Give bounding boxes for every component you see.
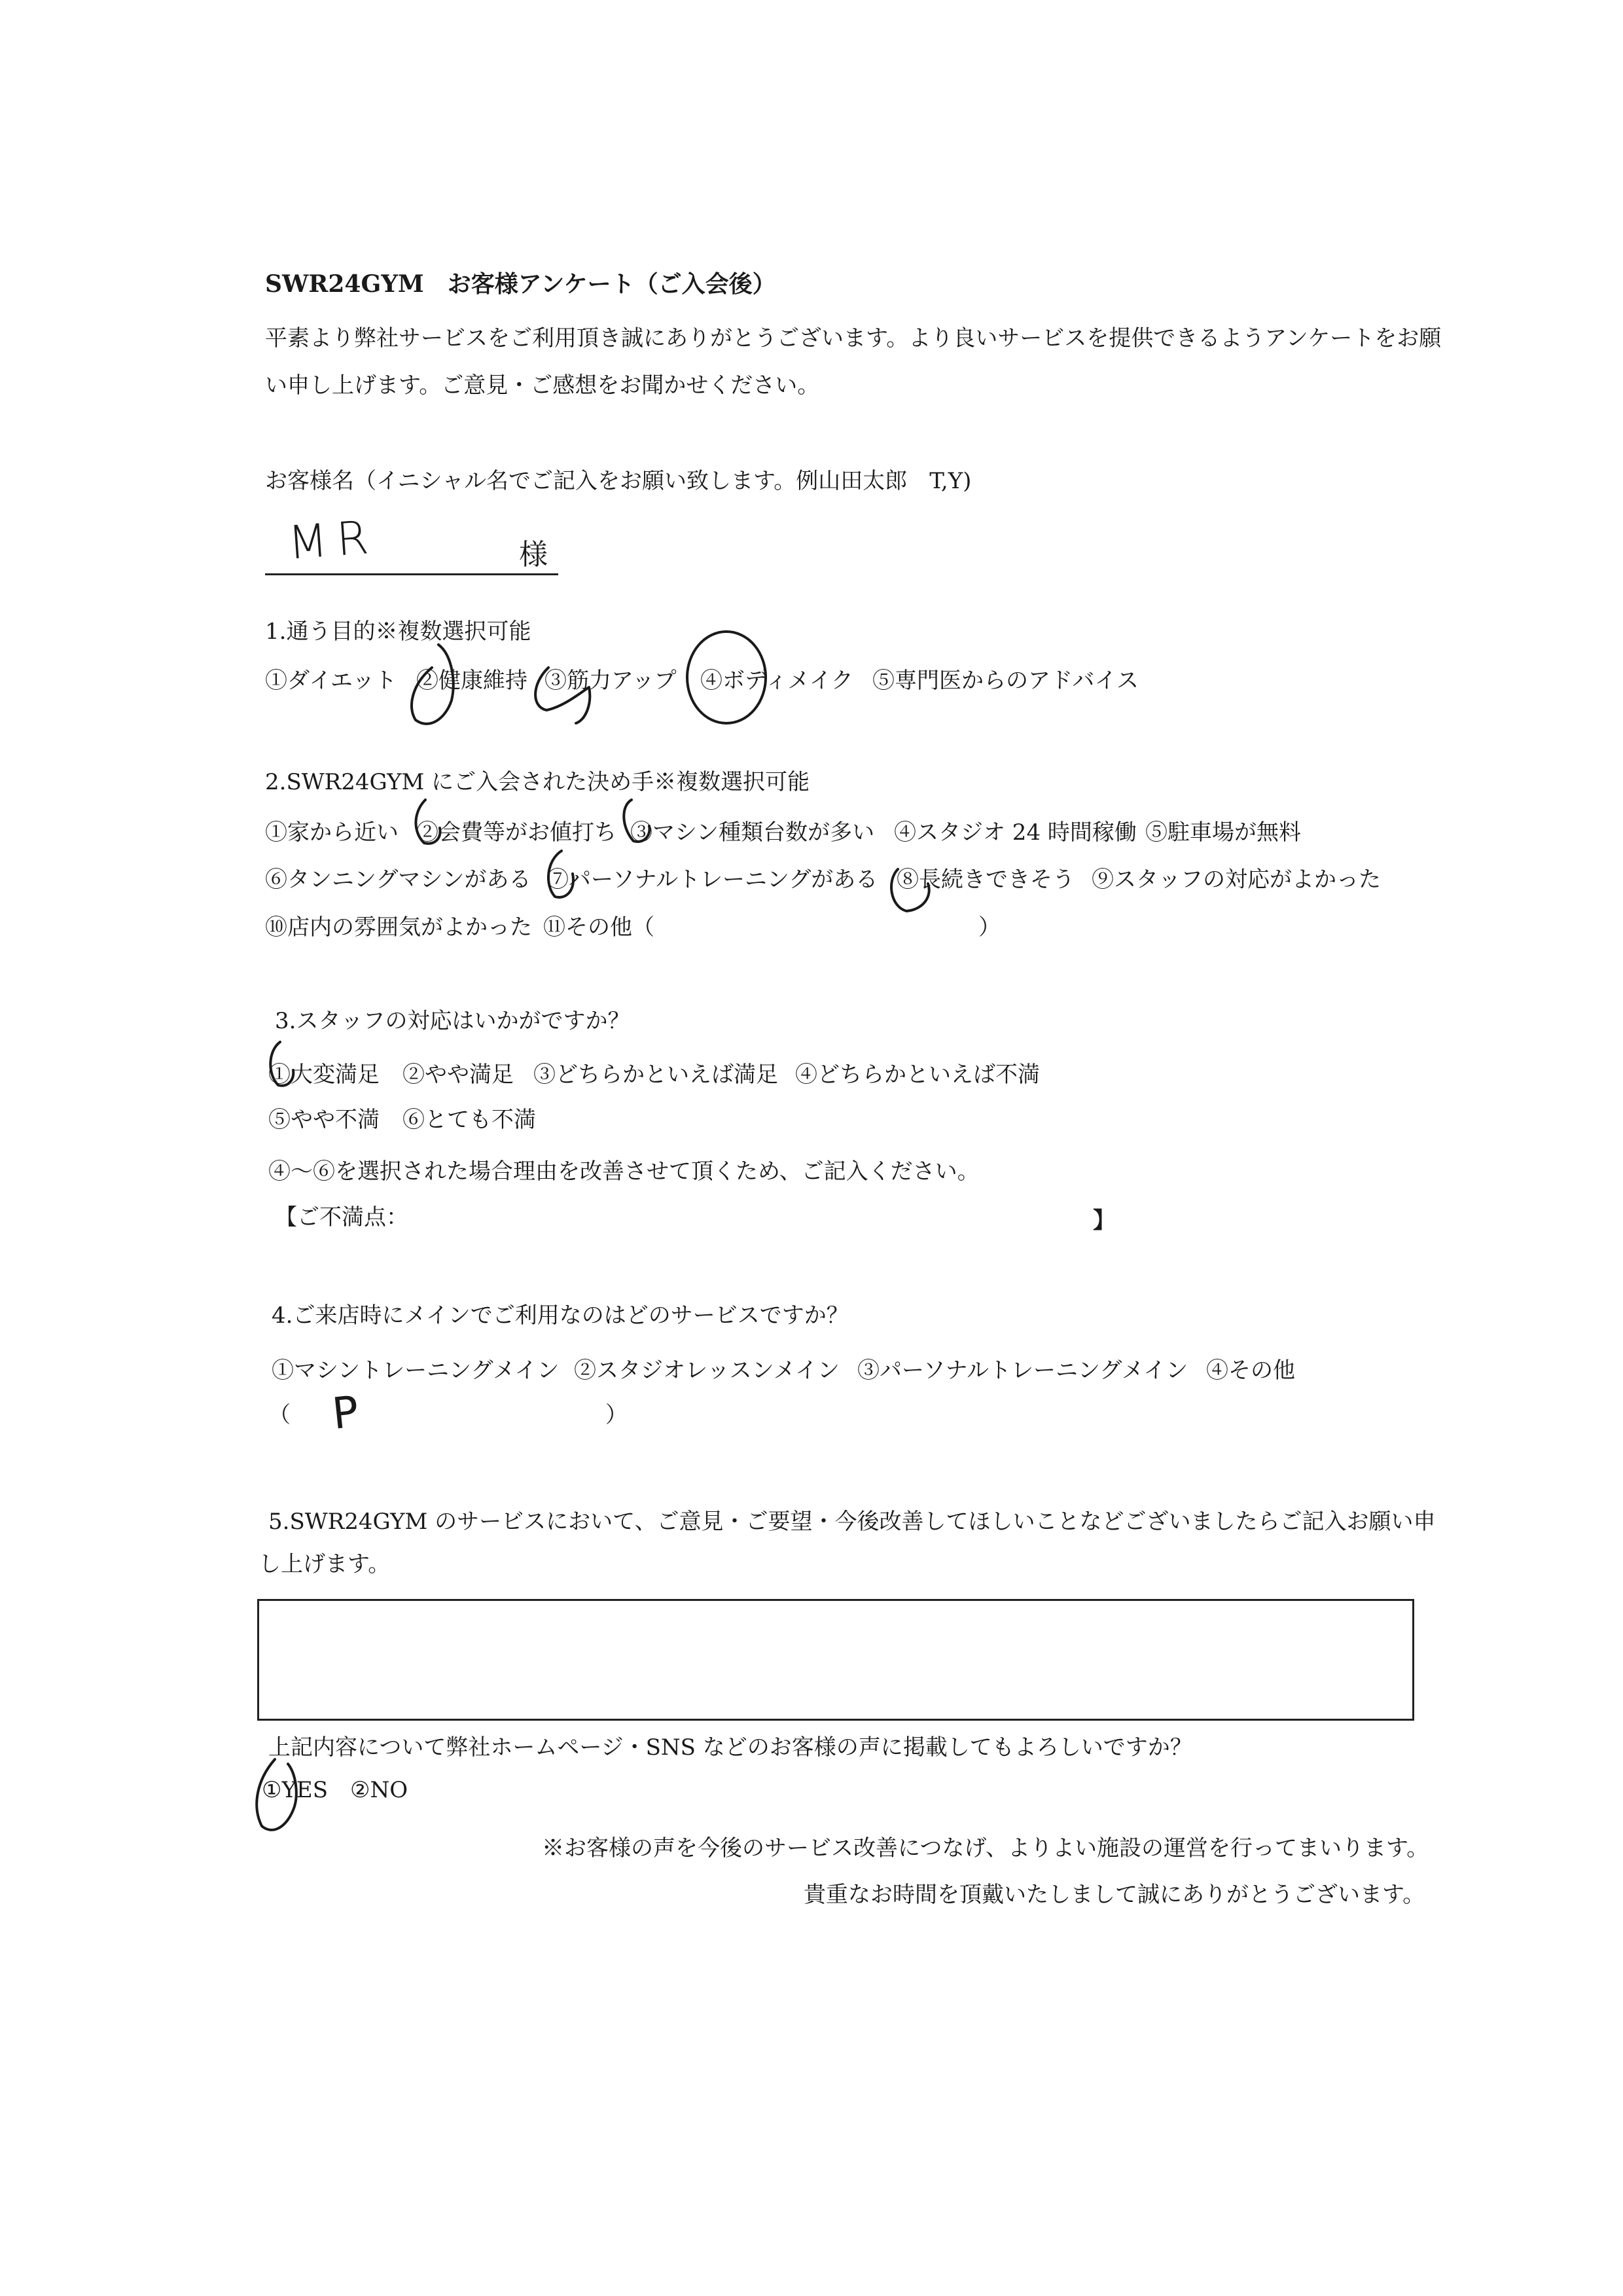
q4-title: 4.ご来店時にメインでご利用なのはどのサービスですか？ xyxy=(272,1302,849,1329)
publish-option-yes[interactable]: ①YES xyxy=(262,1777,329,1803)
q1-option-4[interactable]: ④ボディメイク xyxy=(700,668,853,694)
q3-option-2[interactable]: ②やや満足 xyxy=(402,1062,514,1088)
q3-note: ④～⑥を選択された場合理由を改善させて頂くため、ご記入ください。 xyxy=(268,1158,980,1185)
q4-option-1[interactable]: ①マシントレーニングメイン xyxy=(272,1357,560,1384)
q4-option-2[interactable]: ②スタジオレッスンメイン xyxy=(574,1357,840,1384)
q2-option-9[interactable]: ⑨スタッフの対応がよかった xyxy=(1092,867,1381,893)
q1-option-2[interactable]: ②健康維持 xyxy=(416,668,527,694)
q2-option-5[interactable]: ⑤駐車場が無料 xyxy=(1145,819,1301,846)
q3-complaint-field[interactable] xyxy=(419,1206,1080,1232)
q4-other-close: ） xyxy=(605,1402,628,1428)
name-label: お客様名（イニシャル名でご記入をお願い致します。例山田太郎 T,Y) xyxy=(265,468,972,494)
survey-title: SWR24GYM お客様アンケート（ご入会後） xyxy=(265,270,776,298)
q3-option-1[interactable]: ①大変満足 xyxy=(268,1062,380,1088)
q2-option-10[interactable]: ⑩店内の雰囲気がよかった xyxy=(265,914,532,941)
q2-option-11[interactable]: ⑪その他（ xyxy=(543,914,654,941)
q3-title: 3.スタッフの対応はいかがですか？ xyxy=(275,1008,630,1034)
q5-title-line-1: 5.SWR24GYM のサービスにおいて、ご意見・ご要望・今後改善してほしいことなどございましたらご記入お願い申 xyxy=(268,1509,1436,1535)
q4-other-open: （ xyxy=(268,1402,291,1428)
q3-option-6[interactable]: ⑥とても不満 xyxy=(402,1107,536,1133)
footer-note: ※お客様の声を今後のサービス改善につなげ、よりよい施設の運営を行ってまいります。 xyxy=(542,1835,1429,1861)
footer-thanks: 貴重なお時間を頂戴いたしまして誠にありがとうございます。 xyxy=(804,1882,1425,1908)
q2-option-1[interactable]: ①家から近い xyxy=(265,819,399,846)
q3-complaint-close: 】 xyxy=(1093,1208,1115,1234)
q5-title-line-2: し上げます。 xyxy=(259,1551,391,1577)
q2-option-7[interactable]: ⑦パーソナルトレーニングがある xyxy=(546,867,878,893)
q1-option-3[interactable]: ③筋力アップ xyxy=(544,668,677,694)
q2-other-close: ） xyxy=(978,914,1001,941)
publish-question: 上記内容について弊社ホームページ・SNS などのお客様の声に掲載してもよろしいですか？ xyxy=(268,1734,1192,1761)
q4-option-4[interactable]: ④その他 xyxy=(1206,1357,1295,1384)
intro-line-2: い申し上げます。ご意見・ご感想をお聞かせください。 xyxy=(265,372,820,399)
q4-other-handwritten[interactable]: P xyxy=(330,1386,361,1439)
q1-title: 1.通う目的※複数選択可能 xyxy=(265,619,531,645)
q2-option-4[interactable]: ④スタジオ 24 時間稼働 xyxy=(894,819,1137,846)
intro-line-1: 平素より弊社サービスをご利用頂き誠にありがとうございます。より良いサービスを提供できるようアンケートをお願 xyxy=(265,325,1442,351)
q3-option-4[interactable]: ④どちらかといえば不満 xyxy=(795,1062,1040,1088)
name-underline xyxy=(265,573,558,575)
q2-option-6[interactable]: ⑥タンニングマシンがある xyxy=(265,867,531,893)
q3-option-3[interactable]: ③どちらかといえば満足 xyxy=(533,1062,778,1088)
name-honorific: 様 xyxy=(519,538,548,571)
q1-option-1[interactable]: ①ダイエット xyxy=(265,668,397,694)
q2-option-8[interactable]: ⑧長続きできそう xyxy=(897,867,1075,893)
q4-option-3[interactable]: ③パーソナルトレーニングメイン xyxy=(857,1357,1188,1384)
q2-title: 2.SWR24GYM にご入会された決め手※複数選択可能 xyxy=(265,769,810,795)
handwritten-name[interactable]: MR xyxy=(286,510,380,570)
q5-answer-box[interactable] xyxy=(257,1599,1414,1721)
q2-option-3[interactable]: ③マシン種類台数が多い xyxy=(630,819,875,846)
q3-option-5[interactable]: ⑤やや不満 xyxy=(268,1107,380,1133)
publish-option-no[interactable]: ②NO xyxy=(350,1777,408,1803)
q3-complaint-label: 【ご不満点： xyxy=(275,1204,408,1230)
q2-option-2[interactable]: ②会費等がお値打ち xyxy=(416,819,616,846)
q1-option-5[interactable]: ⑤専門医からのアドバイス xyxy=(872,668,1139,694)
